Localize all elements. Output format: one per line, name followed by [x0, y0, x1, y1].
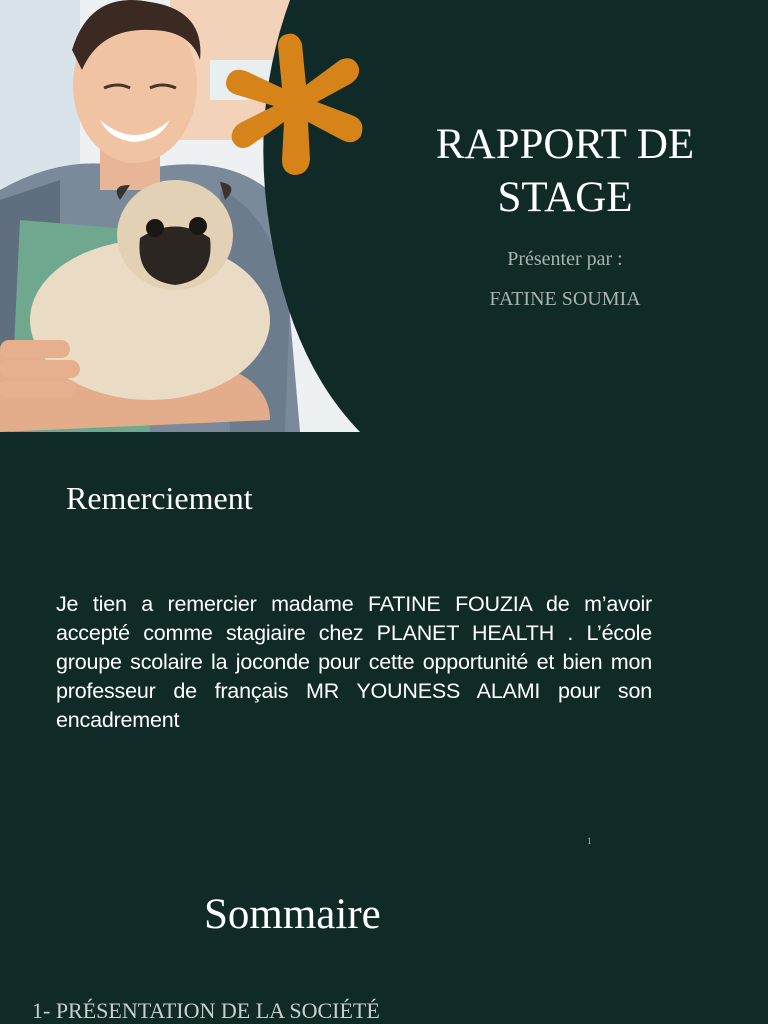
title-line-2: STAGE	[497, 174, 633, 221]
report-title	[400, 118, 730, 224]
summary-heading: Sommaire	[204, 891, 381, 938]
asterisk-shape	[226, 34, 362, 175]
presenter-name: FATINE SOUMIA	[489, 288, 641, 310]
page-mark: 1	[587, 836, 592, 846]
title-line-1: RAPPORT DE	[435, 121, 695, 168]
summary-item-1: 1- PRÉSENTATION DE LA SOCIÉTÉ	[32, 998, 380, 1023]
thanks-paragraph: Je tien a remercier madame FATINE FOUZIA de m’avoir accepté comme stagiaire chez PLANET HEALTH . L’école groupe scolaire la joconde pour cette opportunité et bien mon professeur de français MR YOUNESS ALAMI pour son encadrement	[56, 592, 652, 732]
thanks-heading: Remerciement	[66, 480, 253, 516]
asterisk-decoration-icon	[222, 30, 372, 180]
presenter-label: Présenter par :	[507, 248, 623, 270]
